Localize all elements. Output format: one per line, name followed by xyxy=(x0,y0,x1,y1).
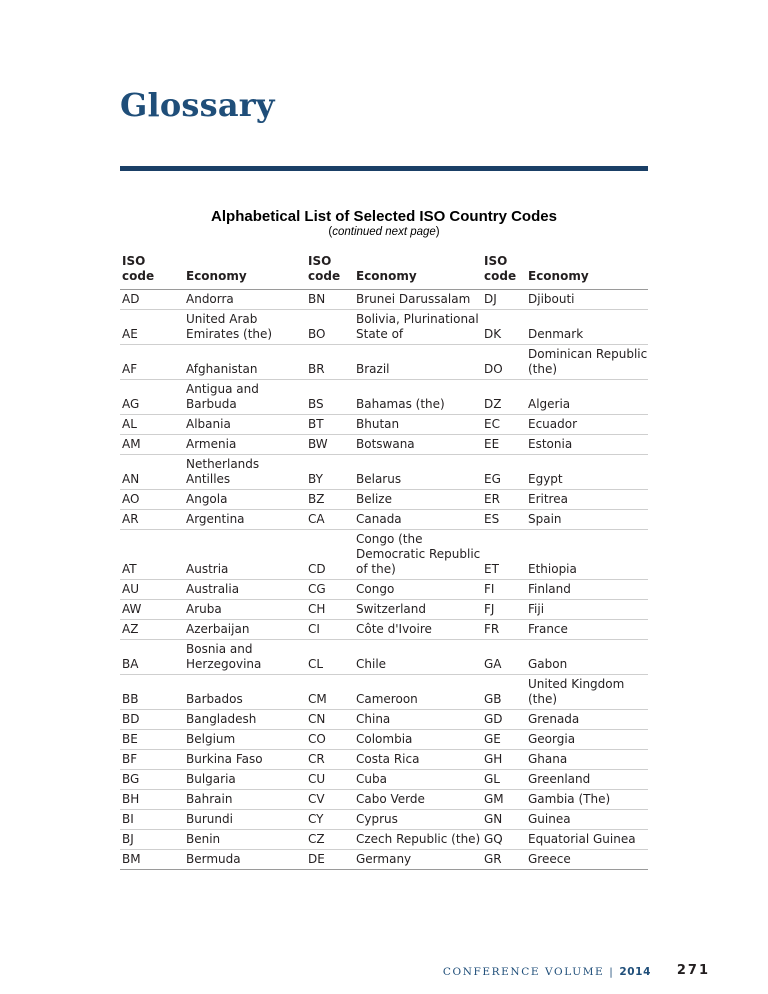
iso-code-cell: BI xyxy=(120,810,186,830)
economy-name-cell: Brunei Darussalam xyxy=(356,290,482,310)
iso-code-cell: GM xyxy=(482,790,528,810)
iso-code-cell: CL xyxy=(306,640,356,675)
iso-code-cell: BE xyxy=(120,730,186,750)
iso-code-cell: FI xyxy=(482,580,528,600)
iso-code-cell: ET xyxy=(482,530,528,580)
economy-name-cell: Denmark xyxy=(528,310,648,345)
economy-name-cell: Equatorial Guinea xyxy=(528,830,648,850)
table-row xyxy=(120,790,648,810)
page-number: 271 xyxy=(676,963,710,978)
table-row xyxy=(120,675,648,710)
iso-code-cell: CY xyxy=(306,810,356,830)
iso-code-cell: BJ xyxy=(120,830,186,850)
table-row xyxy=(120,640,648,675)
economy-name-cell: Bermuda xyxy=(186,850,306,870)
economy-name-cell: Chile xyxy=(356,640,482,675)
iso-code-cell: BA xyxy=(120,640,186,675)
iso-code-cell: DO xyxy=(482,345,528,380)
economy-name-cell: Finland xyxy=(528,580,648,600)
iso-code-cell: GH xyxy=(482,750,528,770)
economy-name-cell: Bahamas (the) xyxy=(356,380,482,415)
economy-name-cell: Djibouti xyxy=(528,290,648,310)
iso-code-cell: CV xyxy=(306,790,356,810)
iso-code-cell: AL xyxy=(120,415,186,435)
iso-code-cell: EG xyxy=(482,455,528,490)
iso-code-cell: CM xyxy=(306,675,356,710)
economy-name-cell: Austria xyxy=(186,530,306,580)
iso-code-cell: EC xyxy=(482,415,528,435)
economy-name-cell: Dominican Republic (the) xyxy=(528,345,648,380)
iso-code-cell: CU xyxy=(306,770,356,790)
economy-name-cell: Greece xyxy=(528,850,648,870)
economy-name-cell: Estonia xyxy=(528,435,648,455)
table-row xyxy=(120,510,648,530)
footer-running-title xyxy=(443,966,651,978)
economy-name-cell: Ethiopia xyxy=(528,530,648,580)
economy-name-cell: Afghanistan xyxy=(186,345,306,380)
iso-code-cell: ER xyxy=(482,490,528,510)
economy-name-cell: Burundi xyxy=(186,810,306,830)
col-header-code: ISO code xyxy=(120,252,186,290)
footer-separator: | xyxy=(609,966,615,978)
economy-name-cell: Netherlands Antilles xyxy=(186,455,306,490)
iso-code-cell: AW xyxy=(120,600,186,620)
table-subtitle xyxy=(120,226,648,238)
economy-name-cell: Ghana xyxy=(528,750,648,770)
iso-code-cell: BM xyxy=(120,850,186,870)
col-header-economy: Economy xyxy=(186,252,306,290)
iso-code-cell: CH xyxy=(306,600,356,620)
economy-name-cell: Fiji xyxy=(528,600,648,620)
table-row xyxy=(120,580,648,600)
economy-name-cell: Costa Rica xyxy=(356,750,482,770)
economy-name-cell: France xyxy=(528,620,648,640)
iso-code-cell: BW xyxy=(306,435,356,455)
table-row xyxy=(120,750,648,770)
economy-name-cell: United Arab Emirates (the) xyxy=(186,310,306,345)
iso-code-cell: BD xyxy=(120,710,186,730)
iso-code-cell: AG xyxy=(120,380,186,415)
table-row xyxy=(120,600,648,620)
iso-code-cell: FR xyxy=(482,620,528,640)
iso-code-cell: CN xyxy=(306,710,356,730)
table-row xyxy=(120,490,648,510)
economy-name-cell: Botswana xyxy=(356,435,482,455)
table-row xyxy=(120,710,648,730)
economy-name-cell: Belarus xyxy=(356,455,482,490)
table-row xyxy=(120,415,648,435)
economy-name-cell: Gambia (The) xyxy=(528,790,648,810)
iso-code-cell: BZ xyxy=(306,490,356,510)
iso-code-table xyxy=(120,252,648,870)
table-header-row xyxy=(120,252,648,290)
economy-name-cell: Benin xyxy=(186,830,306,850)
economy-name-cell: Spain xyxy=(528,510,648,530)
table-row xyxy=(120,770,648,790)
economy-name-cell: Bahrain xyxy=(186,790,306,810)
economy-name-cell: Albania xyxy=(186,415,306,435)
table-row xyxy=(120,850,648,870)
iso-code-cell: EE xyxy=(482,435,528,455)
economy-name-cell: Australia xyxy=(186,580,306,600)
economy-name-cell: Angola xyxy=(186,490,306,510)
economy-name-cell: Algeria xyxy=(528,380,648,415)
iso-code-cell: GD xyxy=(482,710,528,730)
iso-code-cell: CA xyxy=(306,510,356,530)
iso-code-cell: BN xyxy=(306,290,356,310)
iso-code-cell: BG xyxy=(120,770,186,790)
economy-name-cell: Armenia xyxy=(186,435,306,455)
economy-name-cell: Aruba xyxy=(186,600,306,620)
economy-name-cell: Bolivia, Plurinational State of xyxy=(356,310,482,345)
iso-code-cell: ES xyxy=(482,510,528,530)
economy-name-cell: Grenada xyxy=(528,710,648,730)
iso-code-cell: DE xyxy=(306,850,356,870)
iso-code-cell: BS xyxy=(306,380,356,415)
table-row xyxy=(120,345,648,380)
iso-code-cell: AZ xyxy=(120,620,186,640)
iso-code-cell: CG xyxy=(306,580,356,600)
footer-year: 2014 xyxy=(619,966,651,978)
table-row xyxy=(120,620,648,640)
iso-code-cell: AN xyxy=(120,455,186,490)
economy-name-cell: Azerbaijan xyxy=(186,620,306,640)
economy-name-cell: Bulgaria xyxy=(186,770,306,790)
table-row xyxy=(120,310,648,345)
economy-name-cell: Czech Republic (the) xyxy=(356,830,482,850)
economy-name-cell: United Kingdom (the) xyxy=(528,675,648,710)
table-row xyxy=(120,455,648,490)
economy-name-cell: Gabon xyxy=(528,640,648,675)
iso-code-cell: DZ xyxy=(482,380,528,415)
col-header-code: ISO code xyxy=(482,252,528,290)
economy-name-cell: Antigua and Barbuda xyxy=(186,380,306,415)
economy-name-cell: Cuba xyxy=(356,770,482,790)
economy-name-cell: Andorra xyxy=(186,290,306,310)
table-row xyxy=(120,810,648,830)
iso-code-cell: DK xyxy=(482,310,528,345)
economy-name-cell: Cabo Verde xyxy=(356,790,482,810)
iso-code-cell: BO xyxy=(306,310,356,345)
table-title: Alphabetical List of Selected ISO Country Codes xyxy=(211,208,557,225)
economy-name-cell: Brazil xyxy=(356,345,482,380)
iso-code-cell: CO xyxy=(306,730,356,750)
economy-name-cell: Bhutan xyxy=(356,415,482,435)
economy-name-cell: Colombia xyxy=(356,730,482,750)
table-row xyxy=(120,730,648,750)
iso-code-cell: AT xyxy=(120,530,186,580)
subtitle-paren-close: ) xyxy=(435,226,440,238)
subtitle-paren-open: ( xyxy=(328,226,333,238)
iso-code-cell: CR xyxy=(306,750,356,770)
iso-code-cell: GB xyxy=(482,675,528,710)
subtitle-continued-note: continued next page xyxy=(332,226,436,238)
footer-publication: CONFERENCE VOLUME xyxy=(442,966,605,978)
iso-code-cell: BF xyxy=(120,750,186,770)
economy-name-cell: Belize xyxy=(356,490,482,510)
table-body xyxy=(120,290,648,870)
economy-name-cell: Bangladesh xyxy=(186,710,306,730)
economy-name-cell: Belgium xyxy=(186,730,306,750)
economy-name-cell: Guinea xyxy=(528,810,648,830)
economy-name-cell: Bosnia and Herzegovina xyxy=(186,640,306,675)
iso-code-cell: BY xyxy=(306,455,356,490)
economy-name-cell: Cyprus xyxy=(356,810,482,830)
iso-code-cell: CD xyxy=(306,530,356,580)
col-header-code: ISO code xyxy=(306,252,356,290)
iso-code-cell: AM xyxy=(120,435,186,455)
iso-code-cell: BT xyxy=(306,415,356,435)
economy-name-cell: Switzerland xyxy=(356,600,482,620)
iso-code-cell: GN xyxy=(482,810,528,830)
iso-code-cell: GA xyxy=(482,640,528,675)
iso-code-cell: CZ xyxy=(306,830,356,850)
economy-name-cell: China xyxy=(356,710,482,730)
col-header-economy: Economy xyxy=(356,252,482,290)
iso-code-cell: AO xyxy=(120,490,186,510)
iso-code-cell: GQ xyxy=(482,830,528,850)
iso-code-cell: AR xyxy=(120,510,186,530)
iso-code-cell: BR xyxy=(306,345,356,380)
iso-code-cell: CI xyxy=(306,620,356,640)
page-title: Glossary xyxy=(120,86,275,124)
economy-name-cell: Côte d'Ivoire xyxy=(356,620,482,640)
economy-name-cell: Congo (the Democratic Republic of the) xyxy=(356,530,482,580)
table-row xyxy=(120,530,648,580)
economy-name-cell: Greenland xyxy=(528,770,648,790)
economy-name-cell: Ecuador xyxy=(528,415,648,435)
iso-code-cell: GE xyxy=(482,730,528,750)
economy-name-cell: Burkina Faso xyxy=(186,750,306,770)
economy-name-cell: Germany xyxy=(356,850,482,870)
table-row xyxy=(120,290,648,310)
economy-name-cell: Argentina xyxy=(186,510,306,530)
iso-code-cell: GL xyxy=(482,770,528,790)
col-header-economy: Economy xyxy=(528,252,648,290)
iso-code-cell: BB xyxy=(120,675,186,710)
iso-code-cell: AD xyxy=(120,290,186,310)
table-row xyxy=(120,435,648,455)
iso-code-cell: BH xyxy=(120,790,186,810)
economy-name-cell: Barbados xyxy=(186,675,306,710)
table-row xyxy=(120,830,648,850)
economy-name-cell: Cameroon xyxy=(356,675,482,710)
iso-code-cell: FJ xyxy=(482,600,528,620)
title-divider xyxy=(120,166,648,171)
iso-code-cell: DJ xyxy=(482,290,528,310)
iso-code-cell: GR xyxy=(482,850,528,870)
iso-code-cell: AE xyxy=(120,310,186,345)
economy-name-cell: Canada xyxy=(356,510,482,530)
economy-name-cell: Congo xyxy=(356,580,482,600)
iso-code-cell: AF xyxy=(120,345,186,380)
iso-code-cell: AU xyxy=(120,580,186,600)
economy-name-cell: Egypt xyxy=(528,455,648,490)
table-row xyxy=(120,380,648,415)
economy-name-cell: Georgia xyxy=(528,730,648,750)
economy-name-cell: Eritrea xyxy=(528,490,648,510)
